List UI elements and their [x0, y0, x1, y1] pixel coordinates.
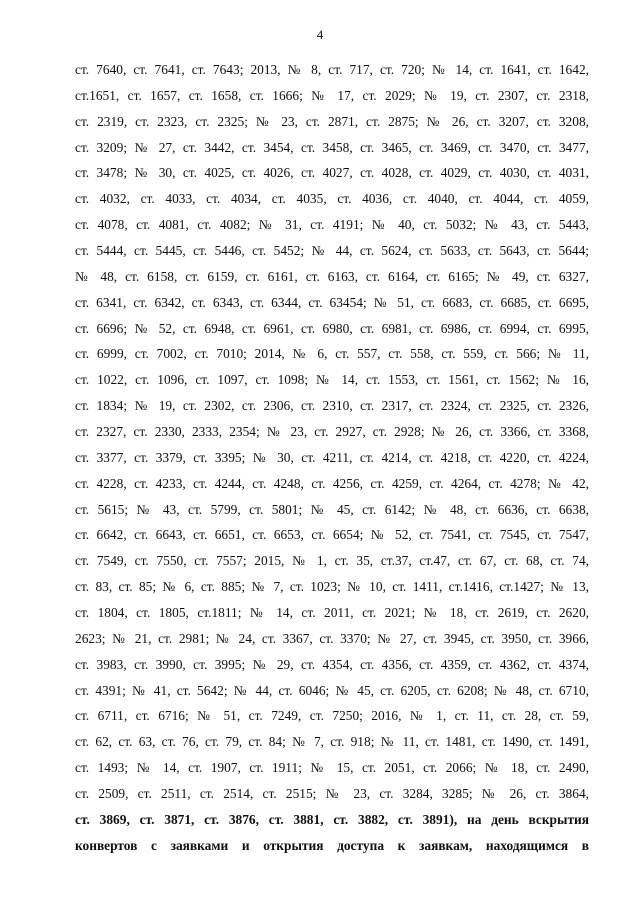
- text-line: ст. 1804, ст. 1805, ст.1811; № 14, ст. 2011, ст. 2021; № 18, ст. 2619, ст. 2620,: [75, 605, 589, 621]
- text-line: ст. 62, ст. 63, ст. 76, ст. 79, ст. 84; № 7, ст. 918; № 11, ст. 1481, ст. 1490, ст. 1491,: [75, 734, 589, 750]
- text-line: ст. 6642, ст. 6643, ст. 6651, ст. 6653, ст. 6654; № 52, ст. 7541, ст. 7545, ст. 7547,: [75, 527, 589, 543]
- text-line: ст. 7549, ст. 7550, ст. 7557; 2015, № 1, ст. 35, ст.37, ст.47, ст. 67, ст. 68, ст. 74,: [75, 553, 589, 569]
- text-line: ст. 3209; № 27, ст. 3442, ст. 3454, ст. 3458, ст. 3465, ст. 3469, ст. 3470, ст. 3477,: [75, 139, 589, 155]
- text-line: ст. 6999, ст. 7002, ст. 7010; 2014, № 6, ст. 557, ст. 558, ст. 559, ст. 566; № 11,: [75, 346, 589, 362]
- text-line: ст. 4032, ст. 4033, ст. 4034, ст. 4035, ст. 4036, ст. 4040, ст. 4044, ст. 4059,: [75, 191, 589, 207]
- text-line: ст. 3478; № 30, ст. 4025, ст. 4026, ст. 4027, ст. 4028, ст. 4029, ст. 4030, ст. 4031,: [75, 165, 589, 181]
- page-number: 4: [316, 27, 324, 42]
- text-line: № 48, ст. 6158, ст. 6159, ст. 6161, ст. 6163, ст. 6164, ст. 6165; № 49, ст. 6327,: [75, 268, 589, 284]
- text-line: ст. 2509, ст. 2511, ст. 2514, ст. 2515; № 23, ст. 3284, 3285; № 26, ст. 3864,: [75, 786, 589, 802]
- text-line: ст. 1022, ст. 1096, ст. 1097, ст. 1098; № 14, ст. 1553, ст. 1561, ст. 1562; № 16,: [75, 372, 589, 388]
- text-line: 2623; № 21, ст. 2981; № 24, ст. 3367, ст. 3370; № 27, ст. 3945, ст. 3950, ст. 3966,: [75, 630, 589, 646]
- text-line: ст. 83, ст. 85; № 6, ст. 885; № 7, ст. 1023; № 10, ст. 1411, ст.1416, ст.1427; № 13,: [75, 579, 589, 595]
- text-line: ст. 2319, ст. 2323, ст. 2325; № 23, ст. 2871, ст. 2875; № 26, ст. 3207, ст. 3208,: [75, 113, 589, 129]
- text-line: ст. 1834; № 19, ст. 2302, ст. 2306, ст. 2310, ст. 2317, ст. 2324, ст. 2325, ст. 2326,: [75, 398, 589, 414]
- text-line: ст. 5444, ст. 5445, ст. 5446, ст. 5452; № 44, ст. 5624, ст. 5633, ст. 5643, ст. 5644;: [75, 243, 589, 259]
- text-line: ст. 4391; № 41, ст. 5642; № 44, ст. 6046; № 45, ст. 6205, ст. 6208; № 48, ст. 6710,: [75, 682, 589, 698]
- body-text: [75, 57, 589, 859]
- text-line: ст. 3377, ст. 3379, ст. 3395; № 30, ст. 4211, ст. 4214, ст. 4218, ст. 4220, ст. 4224,: [75, 449, 589, 465]
- text-line: ст. 6696; № 52, ст. 6948, ст. 6961, ст. 6980, ст. 6981, ст. 6986, ст. 6994, ст. 6995,: [75, 320, 589, 336]
- text-line: ст. 3983, ст. 3990, ст. 3995; № 29, ст. 4354, ст. 4356, ст. 4359, ст. 4362, ст. 4374,: [75, 656, 589, 672]
- text-line: ст. 7640, ст. 7641, ст. 7643; 2013, № 8, ст. 717, ст. 720; № 14, ст. 1641, ст. 1642,: [75, 62, 589, 77]
- text-line: ст. 1493; № 14, ст. 1907, ст. 1911; № 15, ст. 2051, ст. 2066; № 18, ст. 2490,: [75, 760, 589, 776]
- text-line: ст.1651, ст. 1657, ст. 1658, ст. 1666; № 17, ст. 2029; № 19, ст. 2307, ст. 2318,: [75, 87, 589, 103]
- text-line: ст. 3869, ст. 3871, ст. 3876, ст. 3881, ст. 3882, ст. 3891), на день вскрытия: [75, 811, 589, 827]
- text-line: ст. 4228, ст. 4233, ст. 4244, ст. 4248, ст. 4256, ст. 4259, ст. 4264, ст. 4278; № 42,: [75, 475, 589, 491]
- text-line: ст. 6341, ст. 6342, ст. 6343, ст. 6344, ст. 63454; № 51, ст. 6683, ст. 6685, ст. 6695,: [75, 294, 589, 310]
- text-line: ст. 6711, ст. 6716; № 51, ст. 7249, ст. 7250; 2016, № 1, ст. 11, ст. 28, ст. 59,: [75, 708, 589, 724]
- text-line: ст. 5615; № 43, ст. 5799, ст. 5801; № 45, ст. 6142; № 48, ст. 6636, ст. 6638,: [75, 501, 589, 517]
- text-line: конвертов с заявками и открытия доступа к заявкам, находящимся в: [75, 837, 589, 853]
- text-line: ст. 2327, ст. 2330, 2333, 2354; № 23, ст. 2927, ст. 2928; № 26, ст. 3366, ст. 3368,: [75, 424, 589, 440]
- text-line: ст. 4078, ст. 4081, ст. 4082; № 31, ст. 4191; № 40, ст. 5032; № 43, ст. 5443,: [75, 217, 589, 233]
